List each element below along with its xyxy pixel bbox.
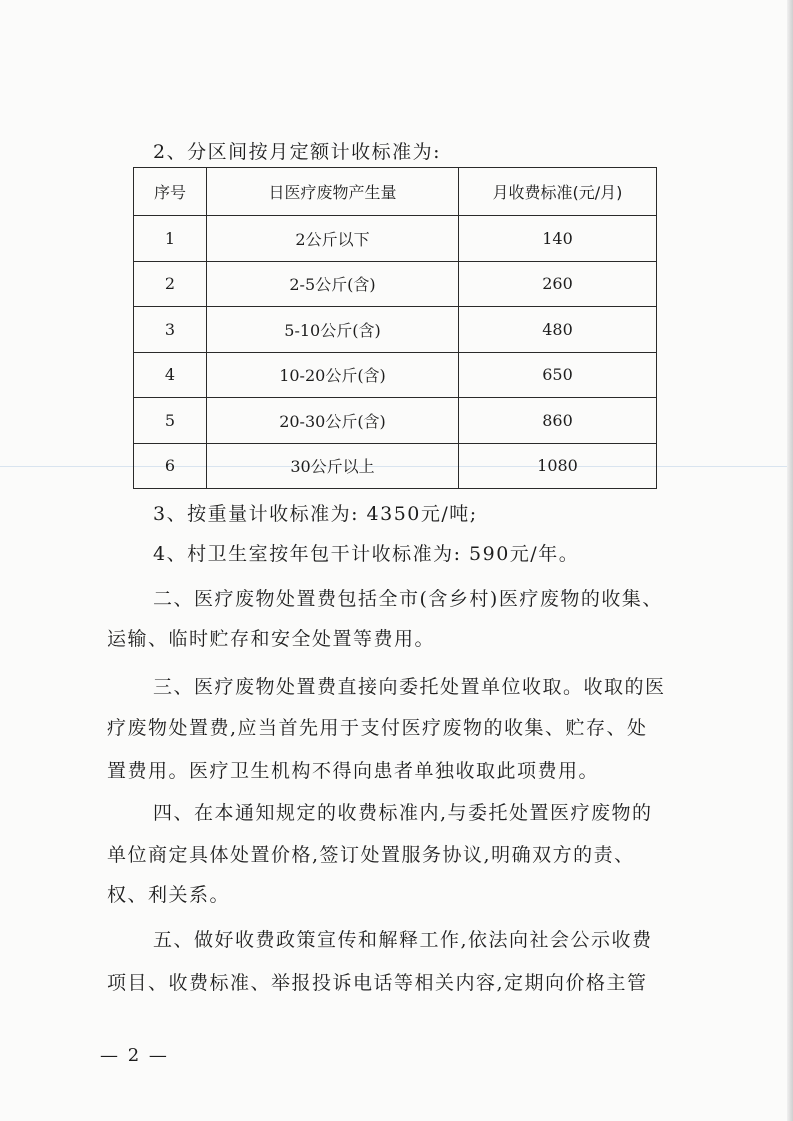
row-index: 6	[134, 443, 207, 489]
paragraph-4-line-1: 四、在本通知规定的收费标准内,与委托处置医疗废物的	[153, 802, 653, 824]
row-amount: 5-10公斤(含)	[207, 307, 459, 353]
paragraph-4-line-2: 单位商定具体处置价格,签订处置服务协议,明确双方的责、	[107, 844, 635, 866]
table-row	[134, 352, 657, 398]
header-monthly-fee: 月收费标准(元/月)	[459, 168, 657, 216]
row-amount: 30公斤以上	[207, 443, 459, 489]
row-index: 5	[134, 398, 207, 444]
tiered-fee-heading: 2、分区间按月定额计收标准为:	[153, 141, 441, 163]
page-number: — 2 —	[100, 1045, 169, 1066]
row-fee: 650	[459, 352, 657, 398]
table-row	[134, 398, 657, 444]
header-daily-amount: 日医疗废物产生量	[207, 168, 459, 216]
weight-fee-standard: 3、按重量计收标准为: 4350元/吨;	[153, 503, 478, 525]
header-index: 序号	[134, 168, 207, 216]
paragraph-3-line-1: 三、医疗废物处置费直接向委托处置单位收取。收取的医	[153, 676, 666, 698]
page-edge-shadow	[787, 0, 793, 1121]
table-row	[134, 216, 657, 262]
row-fee: 260	[459, 261, 657, 307]
row-fee: 1080	[459, 443, 657, 489]
fee-table	[133, 167, 657, 489]
row-amount: 20-30公斤(含)	[207, 398, 459, 444]
paragraph-5-line-1: 五、做好收费政策宣传和解释工作,依法向社会公示收费	[153, 929, 653, 951]
row-index: 3	[134, 307, 207, 353]
paragraph-2-line-1: 二、医疗废物处置费包括全市(含乡村)医疗废物的收集、	[153, 588, 663, 610]
paragraph-4-line-3: 权、利关系。	[107, 884, 231, 906]
village-fee-standard: 4、村卫生室按年包干计收标准为: 590元/年。	[153, 543, 580, 565]
table-row	[134, 443, 657, 489]
paragraph-3-line-2: 疗废物处置费,应当首先用于支付医疗废物的收集、贮存、处	[107, 717, 648, 739]
row-amount: 10-20公斤(含)	[207, 352, 459, 398]
row-index: 4	[134, 352, 207, 398]
row-amount: 2公斤以下	[207, 216, 459, 262]
table-row	[134, 261, 657, 307]
row-index: 1	[134, 216, 207, 262]
row-fee: 140	[459, 216, 657, 262]
row-index: 2	[134, 261, 207, 307]
row-amount: 2-5公斤(含)	[207, 261, 459, 307]
paragraph-2-line-2: 运输、临时贮存和安全处置等费用。	[107, 628, 436, 650]
table-header-row	[134, 168, 657, 216]
paragraph-5-line-2: 项目、收费标准、举报投诉电话等相关内容,定期向价格主管	[107, 972, 648, 994]
row-fee: 480	[459, 307, 657, 353]
table-row	[134, 307, 657, 353]
paragraph-3-line-3: 置费用。医疗卫生机构不得向患者单独收取此项费用。	[107, 760, 600, 782]
row-fee: 860	[459, 398, 657, 444]
